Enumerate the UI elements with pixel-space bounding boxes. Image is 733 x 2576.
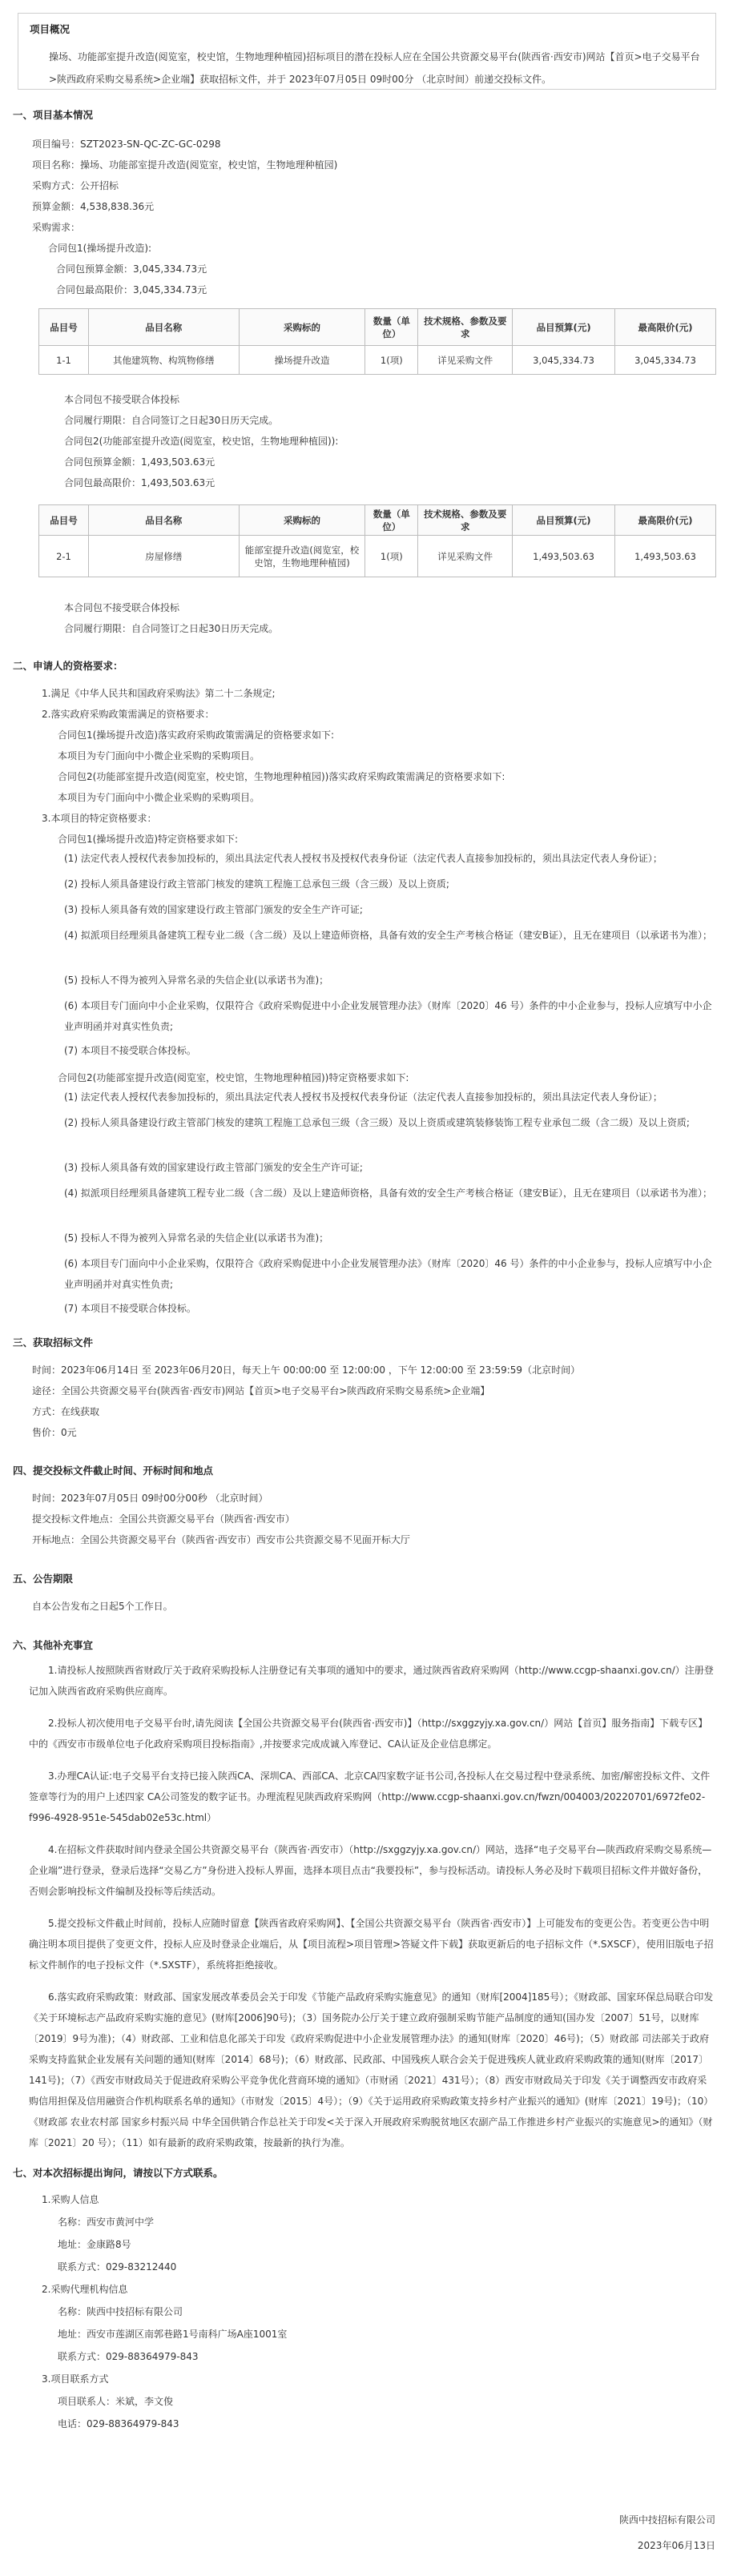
contact-heading: 1.采购人信息 [42,2194,99,2205]
qualification-item: (3) 投标人须具备有效的国家建设行政主管部门颁发的安全生产许可证; [64,904,363,915]
qualification-item: (6) 本项目专门面向中小企业采购，仅限符合《政府采购促进中小企业发展管理办法》（财库〔2020〕46 号）条件的中小企业参与，投标人应填写中小企业声明函并对真实性负责; [64,1258,712,1290]
contact-line: 名称：西安市黄河中学 [58,2216,155,2228]
col-target: 采购标的 [239,505,365,536]
col-quantity: 数量（单位） [365,505,418,536]
package-1-table [38,308,716,375]
contact-line: 地址：西安市莲湖区南郭巷路1号南科广场A座1001室 [58,2329,288,2340]
qualification-item: (4) 拟派项目经理须具备建筑工程专业二级（含二级）及以上建造师资格，具备有效的安全生产考核合格证（建安B证），且无在建项目（以承诺书为准）； [64,1188,713,1199]
contact-line: 联系方式：029-83212440 [58,2261,177,2273]
qualification-line: 1.满足《中华人民共和国政府采购法》第二十二条规定; [42,688,276,699]
col-item-no: 品目号 [39,309,89,346]
contact-line: 地址：金康路8号 [58,2239,131,2250]
cell: 1(项) [365,346,418,375]
qualification-item: (7) 本项目不接受联合体投标。 [64,1303,196,1314]
qualification-line: 合同包2(功能部室提升改造(阅览室，校史馆，生物地理种植园))落实政府采购政策需满足的资格要求如下: [58,771,505,782]
no-consortium-1: 本合同包不接受联合体投标 [64,394,180,405]
qualification-line: 本项目为专门面向中小微企业采购的采购项目。 [58,792,260,803]
section-2-title: 二、申请人的资格要求： [13,660,123,672]
package-2-budget: 合同包预算金额：1,493,503.63元 [64,456,215,468]
qualification-item: (6) 本项目专门面向中小企业采购，仅限符合《政府采购促进中小企业发展管理办法》（财库〔2020〕46 号）条件的中小企业参与，投标人应填写中小企业声明函并对真实性负责; [64,1000,712,1032]
cell: 3,045,334.73 [513,346,615,375]
supplement-paragraph: 5.提交投标文件截止时间前，投标人应随时留意【陕西省政府采购网】、【全国公共资源交易平台（陕西省·西安市）】上可能发布的变更公告。若变更公告中明确注明本项目提供了变更文件，投标人应及时登录企业端后，从【项目流程>项目管理>答疑文件下载】获取更新后的电子招标文件（*.SXSCF），使用旧版电子招标文件制作的电子投标文件（*.SXSTF），系统将拒绝接收。 [29,1918,714,1971]
col-item-no: 品目号 [39,505,89,536]
supplement-paragraph: 3.办理CA认证:电子交易平台支持已接入陕西CA、深圳CA、西部CA、北京CA四家数字证书公司,各投标人在交易过程中登录系统、加密/解密投标文件、文件签章等行为的用户上述四家 CA公司签发的数字证书。办理流程见陕西政府采购网（http://www.ccgp-shaanxi.gov.cn/fwzn/004003/20220701/6972fe02-f996-4928-951e-545dab02e53c.html） [29,1770,711,1823]
footer-date: 2023年06月13日 [637,2540,715,2551]
summary-title: 项目概况 [30,23,70,35]
deadline-time: 时间：2023年07月05日 09时00分00秒 （北京时间） [32,1493,268,1504]
qualification-line: 3.本项目的特定资格要求： [42,813,157,824]
performance-period-2: 合同履行期限：自合同签订之日起30日历天完成。 [64,623,279,634]
section-5-title: 五、公告期限 [13,1573,74,1585]
qualification-item: (4) 拟派项目经理须具备建筑工程专业二级（含二级）及以上建造师资格，具备有效的安全生产考核合格证（建安B证），且无在建项目（以承诺书为准）； [64,930,713,941]
col-budget: 品目预算(元) [513,505,615,536]
col-max-price: 最高限价(元) [615,309,716,346]
procurement-method: 采购方式：公开招标 [32,180,119,191]
cell: 1-1 [39,346,89,375]
section-1-title: 一、项目基本情况 [13,109,94,121]
col-quantity: 数量（单位） [365,309,418,346]
cell: 详见采购文件 [418,346,513,375]
table-row [39,536,716,577]
contact-line: 电话：029-88364979-843 [58,2418,179,2429]
project-name: 项目名称：操场、功能部室提升改造(阅览室，校史馆，生物地理种植园) [32,159,338,171]
cell: 其他建筑物、构筑物修缮 [88,346,239,375]
col-item-name: 品目名称 [88,505,239,536]
table-header-row [39,505,716,536]
project-code: 项目编号：SZT2023-SN-QC-ZC-GC-0298 [32,139,221,150]
obtain-channel: 途径：全国公共资源交易平台(陕西省·西安市)网站【首页>电子交易平台>陕西政府采购交易系统>企业端】 [32,1385,490,1397]
submit-location: 提交投标文件地点：全国公共资源交易平台（陕西省·西安市） [32,1513,295,1525]
contact-heading: 2.采购代理机构信息 [42,2284,128,2295]
footer-org: 陕西中技招标有限公司 [618,2514,715,2526]
qualification-line: 2.落实政府采购政策需满足的资格要求： [42,709,215,720]
section-3-title: 三、获取招标文件 [13,1336,94,1348]
qualification-line: 合同包1(操场提升改造)落实政府采购政策需满足的资格要求如下: [58,729,335,741]
cell: 房屋修缮 [88,536,239,577]
package-2-max-price: 合同包最高限价：1,493,503.63元 [64,477,215,488]
contact-line: 项目联系人：米斌，李文俊 [58,2396,174,2407]
opening-location: 开标地点：全国公共资源交易平台（陕西省·西安市）西安市公共资源交易不见面开标大厅 [32,1534,410,1545]
section-6-title: 六、其他补充事宜 [13,1639,94,1651]
procurement-needs: 采购需求： [32,222,81,233]
contact-line: 联系方式：029-88364979-843 [58,2351,199,2362]
qualification-item: (3) 投标人须具备有效的国家建设行政主管部门颁发的安全生产许可证; [64,1162,363,1173]
qualification-line: 合同包2(功能部室提升改造(阅览室，校史馆，生物地理种植园))特定资格要求如下: [58,1072,409,1083]
col-item-name: 品目名称 [88,309,239,346]
qualification-item: (2) 投标人须具备建设行政主管部门核发的建筑工程施工总承包三级（含三级）及以上资质或建筑装修装饰工程专业承包二级（含二级）及以上资质; [64,1117,690,1128]
obtain-method: 方式：在线获取 [32,1406,100,1417]
announcement-period: 自本公告发布之日起5个工作日。 [32,1601,173,1612]
table-row [39,346,716,375]
section-7-title: 七、对本次招标提出询问，请按以下方式联系。 [13,2167,224,2179]
no-consortium-2: 本合同包不接受联合体投标 [64,602,180,613]
col-target: 采购标的 [239,309,365,346]
cell: 1(项) [365,536,418,577]
obtain-price: 售价：0元 [32,1427,77,1438]
supplement-paragraph: 6.落实政府采购政策：财政部、国家发展改革委员会关于印发《节能产品政府采购实施意见》的通知（财库[2004]185号）；《财政部、国家环保总局联合印发《关于环境标志产品政府采购实施的意见》(财库[2006]90号)；（3）国务院办公厅关于建立政府强制采购节能产品制度的通知(国办发〔2007〕51号，以财库〔2019〕9号为准)；（4）财政部、工业和信息化部关于印发《政府采购促进中小企业发展管理办法》的通知(财库〔2020〕46号)；（5）财政部 司法部关于政府采购支持监狱企业发展有关问题的通知(财库〔2014〕68号)；（6）财政部、民政部、中国残疾人联合会关于促进残疾人就业政府采购政策的通知(财库〔2017〕141号)；（7）《西安市财政局关于促进政府采购公平竞争优化营商环境的通知》（市财函〔2021〕431号）；（8）西安市财政局关于印发《关于调整西安市政府采购信用担保及信用融资合作机构联系名单的通知》（市财发〔2015〕4号）；（9）《关于运用政府采购政策支持乡村产业振兴的通知》(财库〔2021〕19号)；（10）《财政部 农业农村部 国家乡村振兴局 中华全国供销合作总社关于印发<关于深入开展政府采购脱贫地区农副产品工作推进乡村产业振兴的实施意见>的通知》（财库〔2021〕20 号）；（11）如有最新的政府采购政策，按最新的执行为准。 [29,1991,714,2148]
qualification-item: (5) 投标人不得为被列入异常名录的失信企业(以承诺书为准)； [64,1232,329,1244]
contact-heading: 3.项目联系方式 [42,2373,109,2385]
package-2-title: 合同包2(功能部室提升改造(阅览室，校史馆，生物地理种植园)): [64,436,339,447]
qualification-item: (5) 投标人不得为被列入异常名录的失信企业(以承诺书为准)； [64,975,329,986]
table-header-row [39,309,716,346]
obtain-time: 时间：2023年06月14日 至 2023年06月20日，每天上午 00:00:00 至 12:00:00 ，下午 12:00:00 至 23:59:59（北京时间） [32,1364,581,1376]
cell: 1,493,503.63 [615,536,716,577]
section-4-title: 四、提交投标文件截止时间、开标时间和地点 [13,1465,214,1477]
cell: 2-1 [39,536,89,577]
contact-line: 名称：陕西中技招标有限公司 [58,2306,183,2317]
package-1-title: 合同包1(操场提升改造): [48,243,152,254]
package-1-budget: 合同包预算金额：3,045,334.73元 [56,263,207,275]
cell: 能部室提升改造(阅览室，校史馆，生物地理种植园) [239,536,365,577]
cell: 操场提升改造 [239,346,365,375]
package-1-max-price: 合同包最高限价：3,045,334.73元 [56,284,207,295]
cell: 3,045,334.73 [615,346,716,375]
qualification-line: 合同包1(操场提升改造)特定资格要求如下: [58,834,239,845]
col-spec: 技术规格、参数及要求 [418,505,513,536]
qualification-item: (1) 法定代表人授权代表参加投标的，须出具法定代表人授权书及授权代表身份证（法定代表人直接参加投标的，须出具法定代表人身份证）； [64,1091,663,1103]
qualification-item: (1) 法定代表人授权代表参加投标的，须出具法定代表人授权书及授权代表身份证（法定代表人直接参加投标的，须出具法定代表人身份证）； [64,853,663,864]
cell: 详见采购文件 [418,536,513,577]
qualification-line: 本项目为专门面向中小微企业采购的采购项目。 [58,750,260,762]
summary-box [18,13,716,90]
supplement-paragraph: 4.在招标文件获取时间内登录全国公共资源交易平台（陕西省·西安市）（http://sxggzyjy.xa.gov.cn/）网站，选择“电子交易平台—陕西政府采购交易系统—企业端”进行登录，登录后选择“交易乙方”身份进入投标人界面，选择本项目点击“我要投标”，参与投标活动。请投标人务必及时下载项目招标文件并做好备份，否则会影响投标文件编制及投标等后续活动。 [29,1844,712,1897]
col-budget: 品目预算(元) [513,309,615,346]
budget-amount: 预算金额：4,538,838.36元 [32,201,155,212]
cell: 1,493,503.63 [513,536,615,577]
qualification-item: (2) 投标人须具备建设行政主管部门核发的建筑工程施工总承包三级（含三级）及以上资质; [64,878,449,890]
performance-period-1: 合同履行期限：自合同签订之日起30日历天完成。 [64,415,279,426]
col-spec: 技术规格、参数及要求 [418,309,513,346]
col-max-price: 最高限价(元) [615,505,716,536]
supplement-paragraph: 2.投标人初次使用电子交易平台时,请先阅读【全国公共资源交易平台(陕西省·西安市)】（http://sxggzyjy.xa.gov.cn/）网站【首页】服务指南】下载专区】中的《西安市市级单位电子化政府采购项目投标指南》,并按要求完成成诚入库登记、CA认证及企业信息绑定。 [29,1718,708,1750]
package-2-table [38,504,716,577]
summary-text: 操场、功能部室提升改造(阅览室，校史馆，生物地理种植园)招标项目的潜在投标人应在全国公共资源交易平台(陕西省·西安市)网站【首页>电子交易平台>陕西政府采购交易系统>企业端】获取招标文件，并于 2023年07月05日 09时00分 （北京时间）前递交投标文件。 [49,51,700,85]
qualification-item: (7) 本项目不接受联合体投标。 [64,1045,196,1056]
supplement-paragraph: 1.请投标人按照陕西省财政厅关于政府采购投标人注册登记有关事项的通知中的要求，通过陕西省政府采购网（http://www.ccgp-shaanxi.gov.cn/）注册登记加入陕西省政府采购供应商库。 [29,1665,714,1697]
